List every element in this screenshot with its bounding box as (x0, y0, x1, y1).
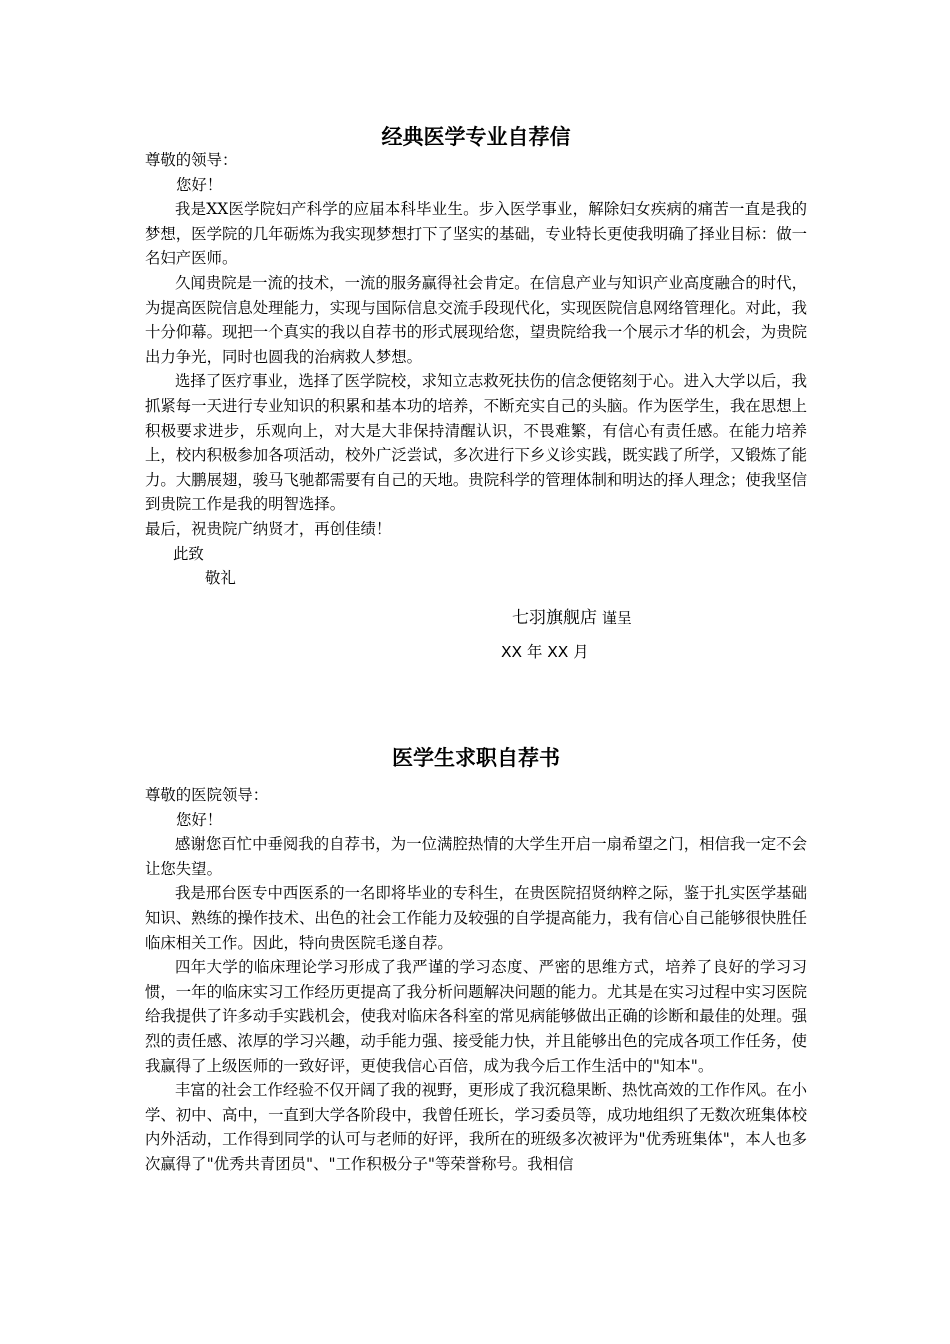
signature-name: 七羽旗舰店 (512, 607, 597, 628)
letter2-salutation: 尊敬的医院领导： (145, 786, 269, 804)
letter1-greeting: 您好！ (176, 175, 223, 194)
letter1-signature (145, 604, 807, 632)
letter2-body (145, 783, 807, 1177)
letter2-greeting: 您好！ (176, 810, 223, 829)
letter2-paragraph-4: 丰富的社会工作经验不仅开阔了我的视野，更形成了我沉稳果断、热忱高效的工作作风。在小学、初中、高中，一直到大学各阶段中，我曾任班长，学习委员等，成功地组织了无数次班集体校内外活动，工作得到同学的认可与老师的好评，我所在的班级多次被评为"优秀班集体"，本人也多次赢得了"优秀共青团员"、"工作积极分子"等荣誉称号。我相信 (145, 1081, 807, 1173)
letter2-paragraph-2: 我是邢台医专中西医系的一名即将毕业的专科生，在贵医院招贤纳粹之际，鉴于扎实医学基础知识、熟练的操作技术、出色的社会工作能力及较强的自学提高能力，我有信心自己能够很快胜任临床相关工作。因此，特向贵医院毛遂自荐。 (145, 884, 807, 952)
letter2-paragraph-1: 感谢您百忙中垂阅我的自荐书，为一位满腔热情的大学生开启一扇希望之门，相信我一定不会让您失望。 (145, 835, 807, 878)
letter1-paragraph-1: 我是XX医学院妇产科学的应届本科毕业生。步入医学事业，解除妇女疾病的痛苦一直是我的梦想，医学院的几年砺炼为我实现梦想打下了坚实的基础，专业特长更使我明确了择业目标：做一名妇产医师。 (145, 200, 807, 268)
letter1-title: 经典医学专业自荐信 (381, 125, 571, 149)
letter2-paragraph-3: 四年大学的临床理论学习形成了我严谨的学习态度、严密的思维方式，培养了良好的学习习惯，一年的临床实习工作经历更提高了我分析问题解决问题的能力。尤其是在实习过程中实习医院给我提供了许多动手实践机会，使我对临床各科室的常见病能够做出正确的诊断和最佳的处理。强烈的责任感、浓厚的学习兴趣，动手能力强、接受能力快，并且能够出色的完成各项工作任务，使我赢得了上级医师的一致好评，更使我信心百倍，成为我今后工作生活中的"知本"。 (145, 958, 807, 1075)
letter1-date (145, 638, 807, 666)
letter1-closing: 最后，祝贵院广纳贤才，再创佳绩！ (145, 519, 392, 538)
letter1-paragraph-2: 久闻贵院是一流的技术，一流的服务赢得社会肯定。在信息产业与知识产业高度融合的时代，为提高医院信息处理能力，实现与国际信息交流手段现代化，实现医院信息网络管理化。对此，我十分仰幕。现把一个真实的我以自荐书的形式展现给您，望贵院给我一个展示才华的机会，为贵院出力争光，同时也圆我的治病救人梦想。 (145, 273, 807, 366)
signature-suffix: 谨呈 (601, 608, 632, 627)
letter1-paragraph-3: 选择了医疗事业，选择了医学院校，求知立志救死扶伤的信念便铭刻于心。进入大学以后，我抓紧每一天进行专业知识的积累和基本功的培养，不断充实自己的头脑。作为医学生，我在思想上积极要求进步，乐观向上，对大是大非保持清醒认识，不畏难繁，有信心有责任感。在能力培养上，校内积极参加各项活动，校外广泛尝试，多次进行下乡义诊实践，既实践了所学，又锻炼了能力。大鹏展翅，骏马飞驰都需要有自己的天地。贵院科学的管理体制和明达的择人理念；使我坚信到贵院工作是我的明智选择。 (145, 372, 807, 514)
letter1-salutation: 尊敬的领导： (145, 151, 238, 169)
letter2-title: 医学生求职自荐书 (392, 746, 560, 770)
date-text: XX 年 XX 月 (501, 642, 589, 661)
letter1-jingli: 敬礼 (205, 569, 236, 588)
letter1-cizhi: 此致 (173, 544, 204, 563)
letter1-body (145, 148, 807, 666)
